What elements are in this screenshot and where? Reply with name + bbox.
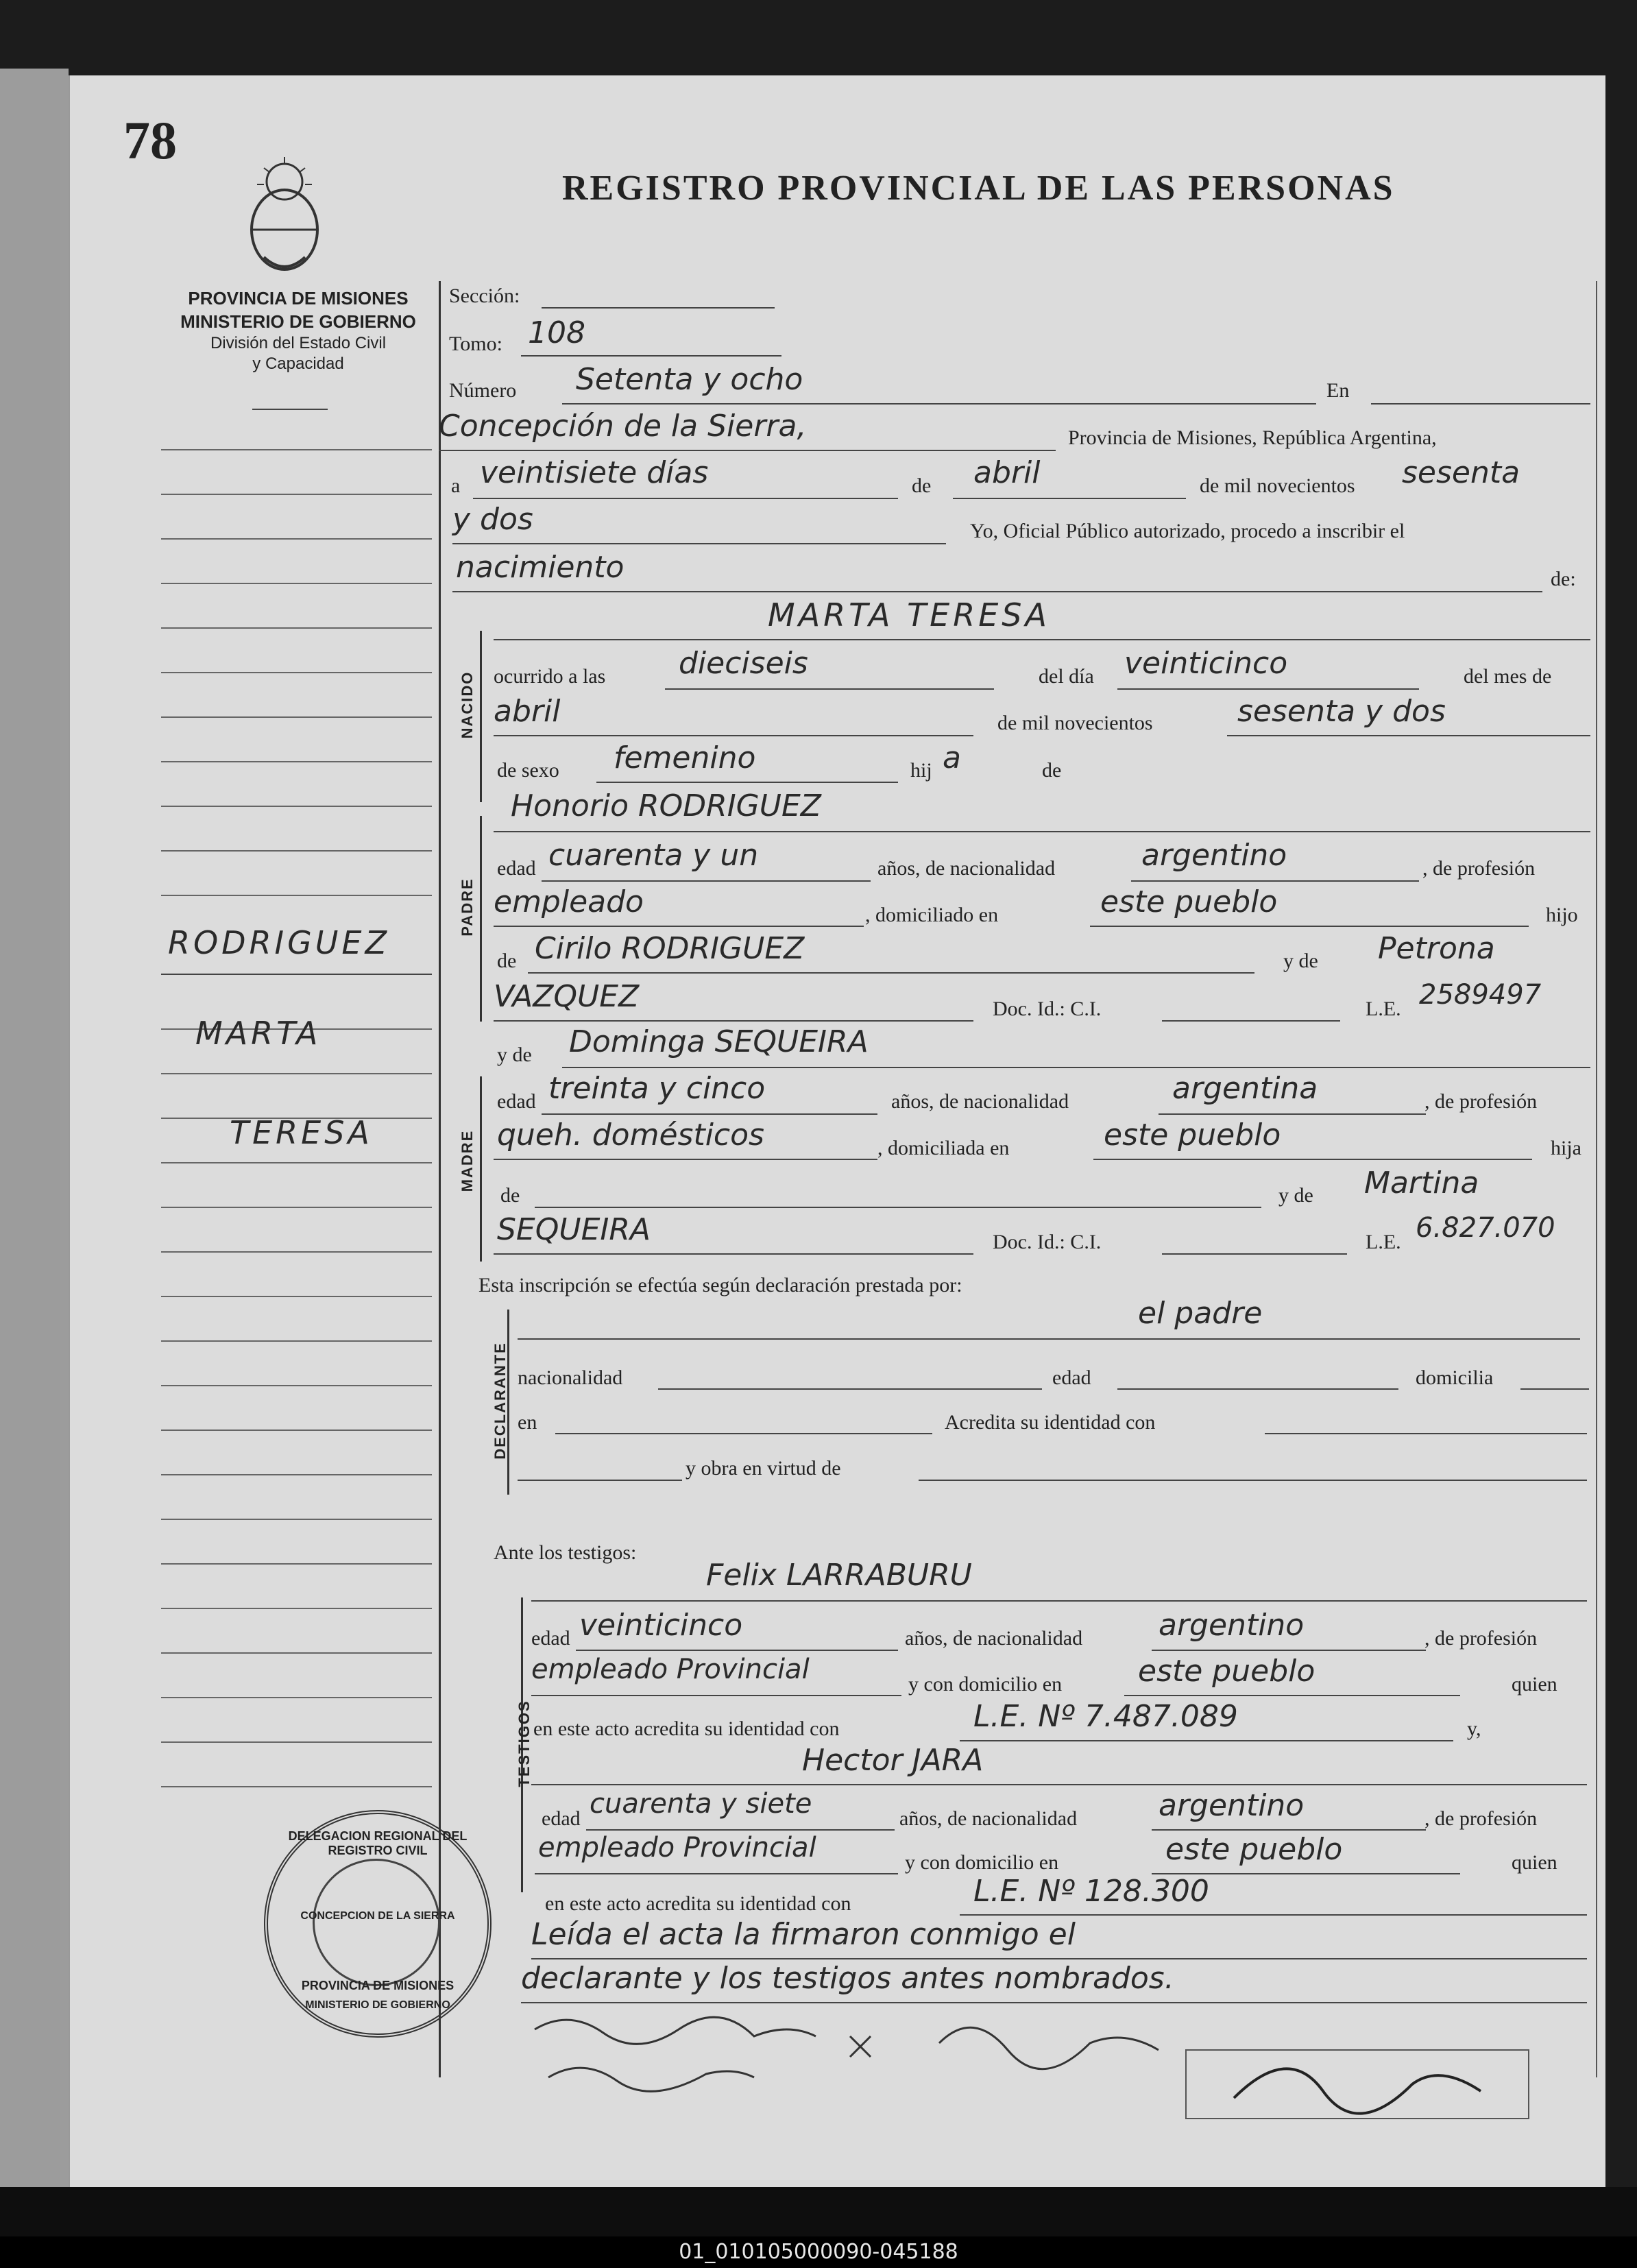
t1-nac-label: años, de nacionalidad [905,1627,1083,1650]
de-mil-label: de mil novecientos [1200,474,1355,497]
page-number: 78 [123,110,177,170]
t2-doc-line [960,1914,1587,1916]
padre-bracket [480,816,482,1022]
padre-edad-line [542,880,871,882]
margin-line [161,806,432,807]
padre-dom-line [1090,926,1529,927]
margin-line [161,1340,432,1342]
margin-line [161,494,432,495]
t2-dom-label: y con domicilio en [905,1851,1059,1874]
margin-line [161,850,432,852]
decl-dom-line [1520,1388,1589,1390]
padre-nac-label: años, de nacionalidad [877,857,1056,880]
hora-value: dieciseis [679,646,808,681]
numero-line [562,403,1316,405]
mes-nac-line [494,735,973,736]
document-title: REGISTRO PROVINCIAL DE LAS PERSONAS [562,169,1395,208]
side-label-padre: PADRE [459,878,476,937]
t2-nac-label: años, de nacionalidad [899,1807,1078,1830]
abuela-paterna-2: VAZQUEZ [494,979,640,1014]
seal-ministry-text: MINISTERIO DE GOBIERNO [305,1999,450,2011]
del-mes-label: del mes de [1464,665,1552,688]
image-filename: 01_010105000090-045188 [0,2236,1637,2268]
margin-line [161,538,432,540]
numero-value: Setenta y ocho [576,362,803,397]
dias-value: veintisiete días [480,455,709,490]
sexo-value: femenino [614,740,756,775]
t1-acredita-label: en este acto acredita su identidad con [533,1717,840,1740]
numero-label: Número [449,379,517,402]
padre-dom-label: , domiciliado en [865,904,999,926]
acto-line [452,591,1542,592]
acto-value: nacimiento [456,550,625,585]
t1-dom-value: este pueblo [1138,1654,1315,1689]
abuela-m2-line [494,1253,973,1255]
t1-prof-line [531,1695,901,1696]
t2-doc-value: L.E. Nº 128.300 [973,1874,1209,1909]
abuela-p-yde-label: y de [1283,950,1318,972]
madre-name-line [562,1067,1590,1068]
decl-en-label: en [518,1411,537,1434]
padre-prof-label: , de profesión [1422,857,1536,880]
padre-name: Honorio RODRIGUEZ [511,788,821,823]
right-border [1596,281,1597,2077]
margin-line [161,1429,432,1431]
closing-line-1: Leída el acta la firmaron conmigo el [531,1917,1076,1952]
padre-prof-line [494,926,864,927]
margin-line [161,1608,432,1609]
argentina-coat-of-arms-icon [237,154,332,278]
anio-value-2: y dos [452,502,533,537]
t2-edad-line [586,1829,895,1831]
abuela-p2-line [494,1020,973,1022]
anio-nac-value: sesenta y dos [1237,694,1446,729]
lugar-value: Concepción de la Sierra, [439,409,807,444]
t1-prof-label: , de profesión [1424,1627,1538,1650]
seal-bottom-text: PROVINCIA DE MISIONES [301,1979,454,1992]
hija-label: hija [1551,1137,1581,1159]
margin-line [161,627,432,629]
anio-nac-line [1227,735,1590,736]
margin-line [161,1073,432,1074]
tomo-label: Tomo: [449,333,502,355]
t2-prof-value: empleado Provincial [538,1832,816,1863]
t2-prof-label: , de profesión [1424,1807,1538,1830]
madre-nac-line [1159,1113,1426,1115]
decl-obra-line [919,1480,1587,1481]
testigo2-line [531,1784,1587,1785]
padre-name-line [494,831,1590,832]
madre-le-label: L.E. [1366,1231,1401,1253]
padre-nac-value: argentino [1141,838,1287,873]
margin-line [161,1741,432,1743]
closing-line-2: declarante y los testigos antes nombrados. [521,1961,1174,1996]
dia-value: veinticinco [1124,646,1288,681]
t2-nac-value: argentino [1159,1788,1305,1823]
abuela-m-yde-label: y de [1278,1184,1313,1207]
margin-line [161,583,432,584]
margin-line [161,1786,432,1787]
padre-prof-value: empleado [494,884,644,919]
t1-quien-label: quien [1512,1673,1557,1696]
decl-dom-label: domicilia [1416,1366,1494,1389]
decl-en-line [555,1433,932,1434]
margin-name-1: MARTA [195,1015,322,1052]
t2-dom-value: este pueblo [1165,1832,1343,1867]
madre-ci-line [1162,1253,1347,1255]
lugar-line [439,450,1056,451]
abuela-materna-1: Martina [1364,1166,1479,1201]
de-sexo-label: de sexo [497,759,559,782]
del-dia-label: del día [1039,665,1094,688]
margin-line [161,1519,432,1520]
declarante-value: el padre [1138,1296,1263,1331]
capacity-label: y Capacidad [252,354,344,373]
a-label: a [451,474,461,497]
t1-edad-value: veinticinco [579,1608,743,1643]
madre-edad-label: edad [497,1090,536,1113]
margin-line [161,1652,432,1654]
margin-line [161,1207,432,1208]
madre-prof-label: , de profesión [1424,1090,1538,1113]
t1-y-label: y, [1467,1717,1481,1740]
margin-line [161,1296,432,1297]
yo-oficial-label: Yo, Oficial Público autorizado, procedo a inscribir el [970,520,1405,542]
madre-dom-line [1093,1159,1532,1160]
nacido-bracket [480,631,482,802]
madre-prof-value: queh. domésticos [497,1118,764,1153]
side-label-nacido: NACIDO [459,671,476,739]
side-label-testigos: TESTIGOS [516,1700,533,1787]
padre-dom-value: este pueblo [1100,884,1278,919]
seal-inner-ring [313,1859,440,1986]
margin-line [161,974,432,975]
book-left-edge [0,69,69,2187]
main-vertical-rule [439,281,441,2077]
testigo2-name: Hector JARA [802,1743,984,1778]
margin-line [161,1563,432,1565]
mes-value: abril [973,455,1041,490]
padre-edad-label: edad [497,857,536,880]
mes-nac-value: abril [494,694,561,729]
padre-doc-label: Doc. Id.: C.I. [993,998,1102,1020]
decl-acredita-label: Acredita su identidad con [945,1411,1156,1434]
madre-yde-label: y de [497,1043,532,1066]
t1-doc-line [960,1740,1453,1741]
padre-le-value: 2589497 [1419,979,1542,1011]
t1-doc-value: L.E. Nº 7.487.089 [973,1699,1238,1734]
de-label: de [912,474,932,497]
division-label: División del Estado Civil [210,334,387,352]
margin-line [161,761,432,762]
madre-bracket [480,1076,482,1262]
closing-rule-1 [531,1958,1587,1959]
madre-dom-label: , domiciliada en [877,1137,1010,1159]
t1-dom-label: y con domicilio en [908,1673,1063,1696]
margin-line [161,1697,432,1698]
abuela-materna-2: SEQUEIRA [497,1212,651,1247]
madre-doc-label: Doc. Id.: C.I. [993,1231,1102,1253]
de-colon-label: de: [1551,568,1576,590]
margin-line [161,672,432,673]
province-label: PROVINCIA DE MISIONES [188,288,409,309]
t1-dom-line [1124,1695,1460,1696]
abuela-paterna-1: Petrona [1378,931,1495,966]
margin-line [161,1385,432,1386]
decl-acredita-line [1265,1433,1587,1434]
margin-line [161,449,432,450]
t1-nac-value: argentino [1159,1608,1305,1643]
sexo-line [596,782,898,783]
anio-line [452,543,946,544]
madre-nac-label: años, de nacionalidad [891,1090,1069,1113]
t1-nac-line [1152,1650,1426,1651]
padre-le-label: L.E. [1366,998,1401,1020]
madre-le-value: 6.827.070 [1416,1212,1555,1244]
inscripcion-label: Esta inscripción se efectúa según declaración prestada por: [478,1274,962,1296]
madre-name: Dominga SEQUEIRA [569,1024,869,1059]
t2-prof-line [535,1873,898,1874]
t1-edad-line [576,1650,898,1651]
decl-edad-label: edad [1052,1366,1091,1389]
ocurrido-label: ocurrido a las [494,665,606,688]
margin-line [161,1162,432,1163]
madre-dom-value: este pueblo [1104,1118,1281,1153]
seal-center-text: CONCEPCION DE LA SIERRA [300,1910,455,1922]
margin-line [161,1474,432,1475]
t2-edad-value: cuarenta y siete [590,1788,812,1820]
madre-nac-value: argentina [1172,1071,1318,1106]
padre-ci-line [1162,1020,1340,1022]
abuelo-p-line [528,972,1254,974]
judge-signature-stamp [1165,2036,1549,2132]
t2-acredita-label: en este acto acredita su identidad con [545,1892,851,1915]
hij-label: hij [910,759,932,782]
hijo-label: hijo [1546,904,1578,926]
side-label-madre: MADRE [459,1129,476,1192]
mes-line [953,498,1186,499]
provincia-label: Provincia de Misiones, República Argentina, [1068,426,1437,449]
t2-edad-label: edad [542,1807,581,1830]
official-seal [264,1810,492,2038]
madre-prof-line [494,1159,877,1160]
margin-surname: RODRIGUEZ [168,924,391,961]
en-label: En [1326,379,1350,402]
testigo1-name: Felix LARRABURU [706,1558,972,1593]
margin-line [161,1251,432,1253]
de-label-2: de [1042,759,1062,782]
testigo1-line [531,1600,1587,1602]
side-label-declarante: DECLARANTE [492,1342,509,1460]
tomo-value: 108 [528,315,585,350]
de-mil-label-2: de mil novecientos [997,712,1153,734]
child-name-line [494,639,1590,640]
abuelo-m-line [535,1207,1261,1208]
margin-name-2: TERESA [230,1114,373,1151]
hora-line [665,688,994,690]
t2-nac-line [1152,1829,1426,1831]
en-line [1371,403,1590,405]
seal-outer-text: DELEGACION REGIONAL DEL REGISTRO CIVIL [288,1829,468,1857]
padre-edad-value: cuarenta y un [548,838,759,873]
margin-line [161,895,432,896]
decl-obra-pre-line [518,1480,682,1481]
seccion-line [542,307,775,309]
ministry-label: MINISTERIO DE GOBIERNO [180,311,416,332]
decl-nac-label: nacionalidad [518,1366,623,1389]
t2-quien-label: quien [1512,1851,1557,1874]
declarante-line [518,1338,1580,1340]
decl-obra-label: y obra en virtud de [686,1457,841,1480]
madre-edad-line [542,1113,877,1115]
ante-testigos-label: Ante los testigos: [494,1541,637,1564]
madre-edad-value: treinta y cinco [548,1071,766,1106]
decl-nac-line [658,1388,1042,1390]
t1-prof-value: empleado Provincial [531,1654,810,1685]
hij-suffix-value: a [943,740,961,775]
tomo-line [521,355,781,357]
dias-line [473,498,898,499]
abuelo-paterno: Cirilo RODRIGUEZ [535,931,805,966]
anio-value-1: sesenta [1402,455,1520,490]
dia-line [1117,688,1419,690]
abuelo-m-de-label: de [500,1184,520,1207]
t1-edad-label: edad [531,1627,570,1650]
abuelo-p-de-label: de [497,950,517,972]
margin-line [161,716,432,718]
scan-bottom-band [0,2187,1637,2236]
seccion-label: Sección: [449,285,520,307]
issuer-block [141,287,456,374]
child-name: MARTA TERESA [768,596,1050,634]
issuer-underline [252,409,328,410]
decl-edad-line [1117,1388,1398,1390]
padre-nac-line [1131,880,1419,882]
